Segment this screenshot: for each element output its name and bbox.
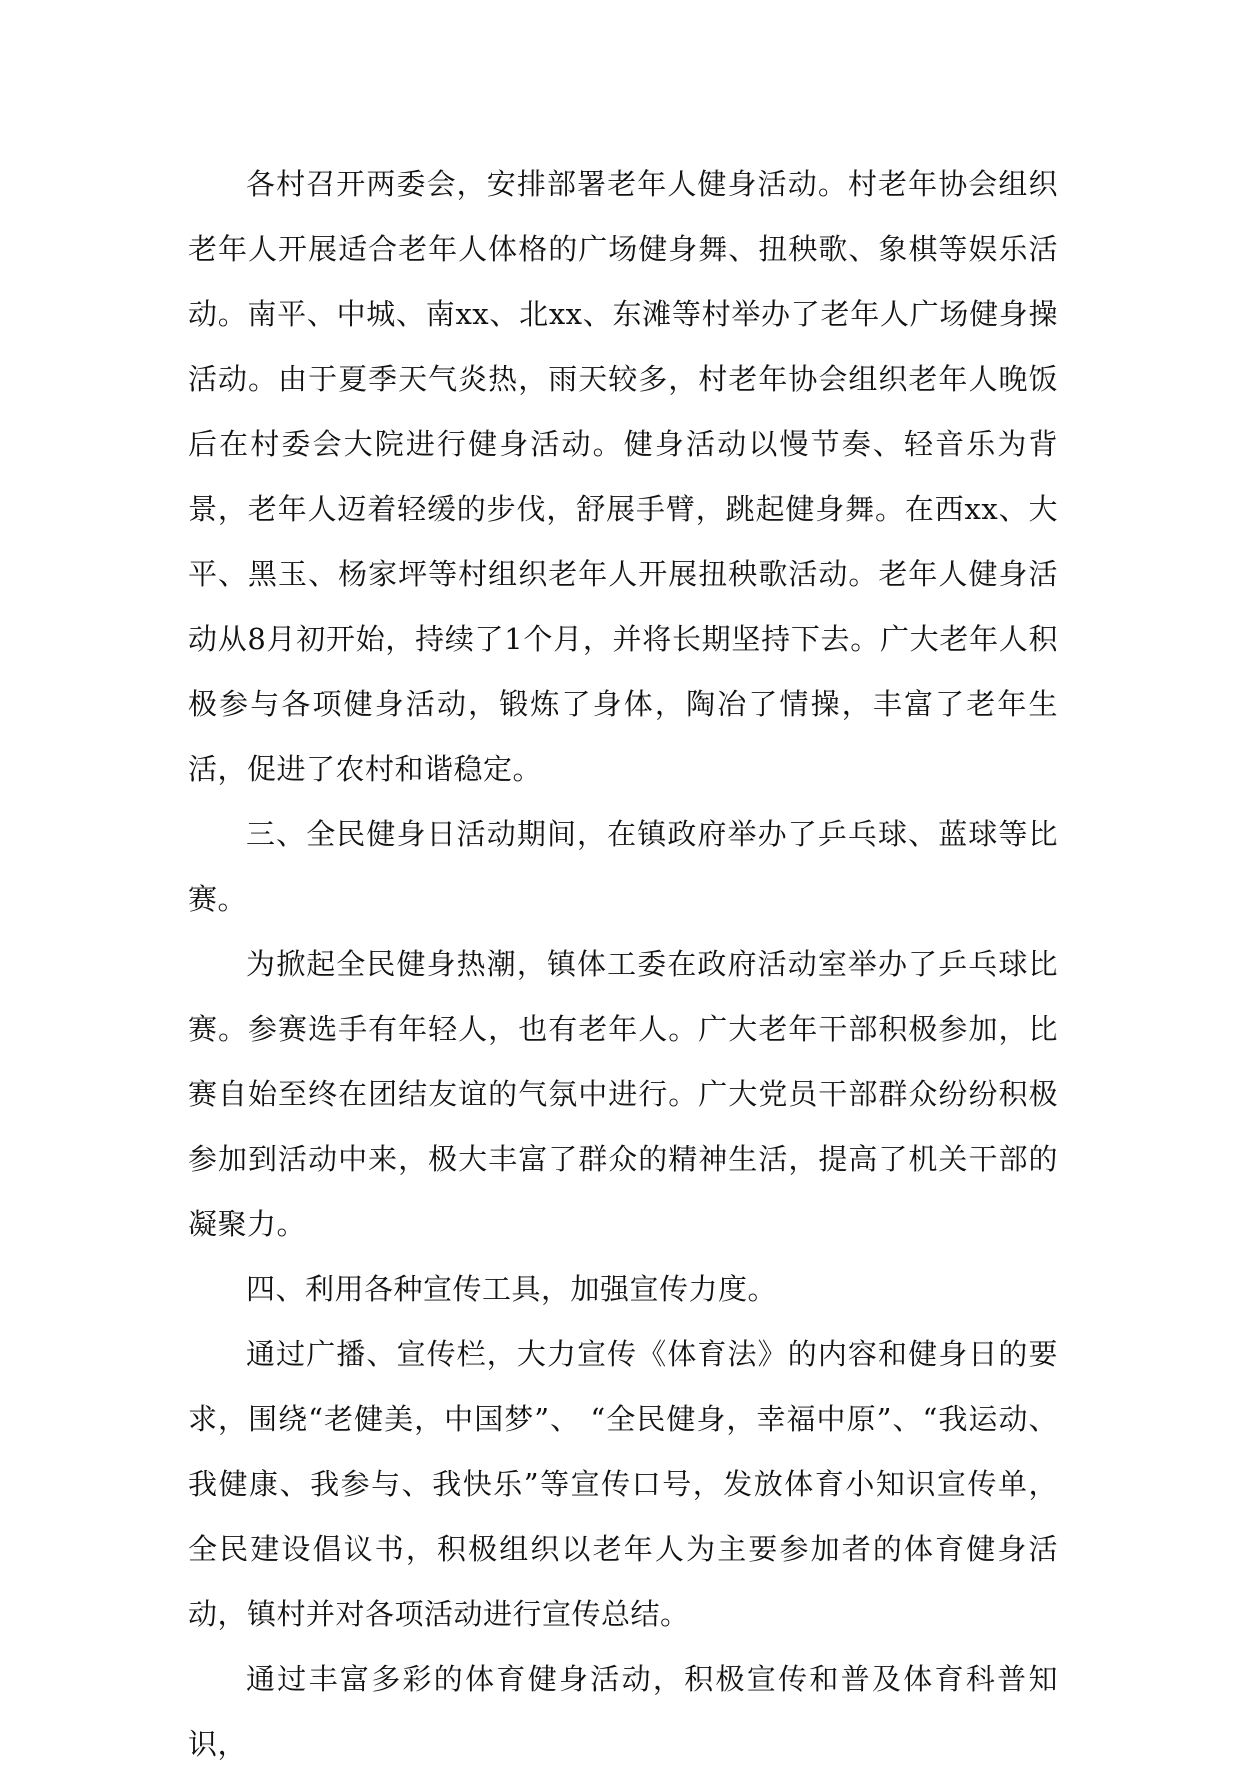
paragraph-closing: 通过丰富多彩的体育健身活动，积极宣传和普及体育科普知识，	[188, 1662, 1058, 1761]
paragraph-publicity: 通过广播、宣传栏，大力宣传《体育法》的内容和健身日的要求，围绕“老健美，中国梦”、 “全民健身，幸福中原”、“我运动、我健康、我参与、我快乐”等宣传口号，发放体育小知识宣传单，全民建设倡议书，积极组织以老年人为主要参加者的体育健身活动，镇村并对各项活动进行宣传总结。	[188, 1337, 1058, 1631]
document-body	[188, 152, 1058, 1777]
paragraph-table-tennis: 为掀起全民健身热潮，镇体工委在政府活动室举办了乒乓球比赛。参赛选手有年轻人，也有老年人。广大老年干部积极参加，比赛自始至终在团结友谊的气氛中进行。广大党员干部群众纷纷积极参加到活动中来，极大丰富了群众的精神生活，提高了机关干部的凝聚力。	[188, 947, 1058, 1241]
heading-section-four: 四、利用各种宣传工具，加强宣传力度。	[246, 1272, 778, 1306]
paragraph-elderly-fitness: 各村召开两委会，安排部署老年人健身活动。村老年协会组织老年人开展适合老年人体格的广场健身舞、扭秧歌、象棋等娱乐活动。南平、中城、南xx、北xx、东滩等村举办了老年人广场健身操活动。由于夏季天气炎热，雨天较多，村老年协会组织老年人晚饭后在村委会大院进行健身活动。健身活动以慢节奏、轻音乐为背景，老年人迈着轻缓的步伐，舒展手臂，跳起健身舞。在西xx、大平、黑玉、杨家坪等村组织老年人开展扭秧歌活动。老年人健身活动从8月初开始，持续了1个月，并将长期坚持下去。广大老年人积极参与各项健身活动，锻炼了身体，陶冶了情操，丰富了老年生活，促进了农村和谐稳定。	[188, 167, 1058, 786]
heading-section-three: 三、全民健身日活动期间，在镇政府举办了乒乓球、蓝球等比赛。	[188, 817, 1058, 916]
